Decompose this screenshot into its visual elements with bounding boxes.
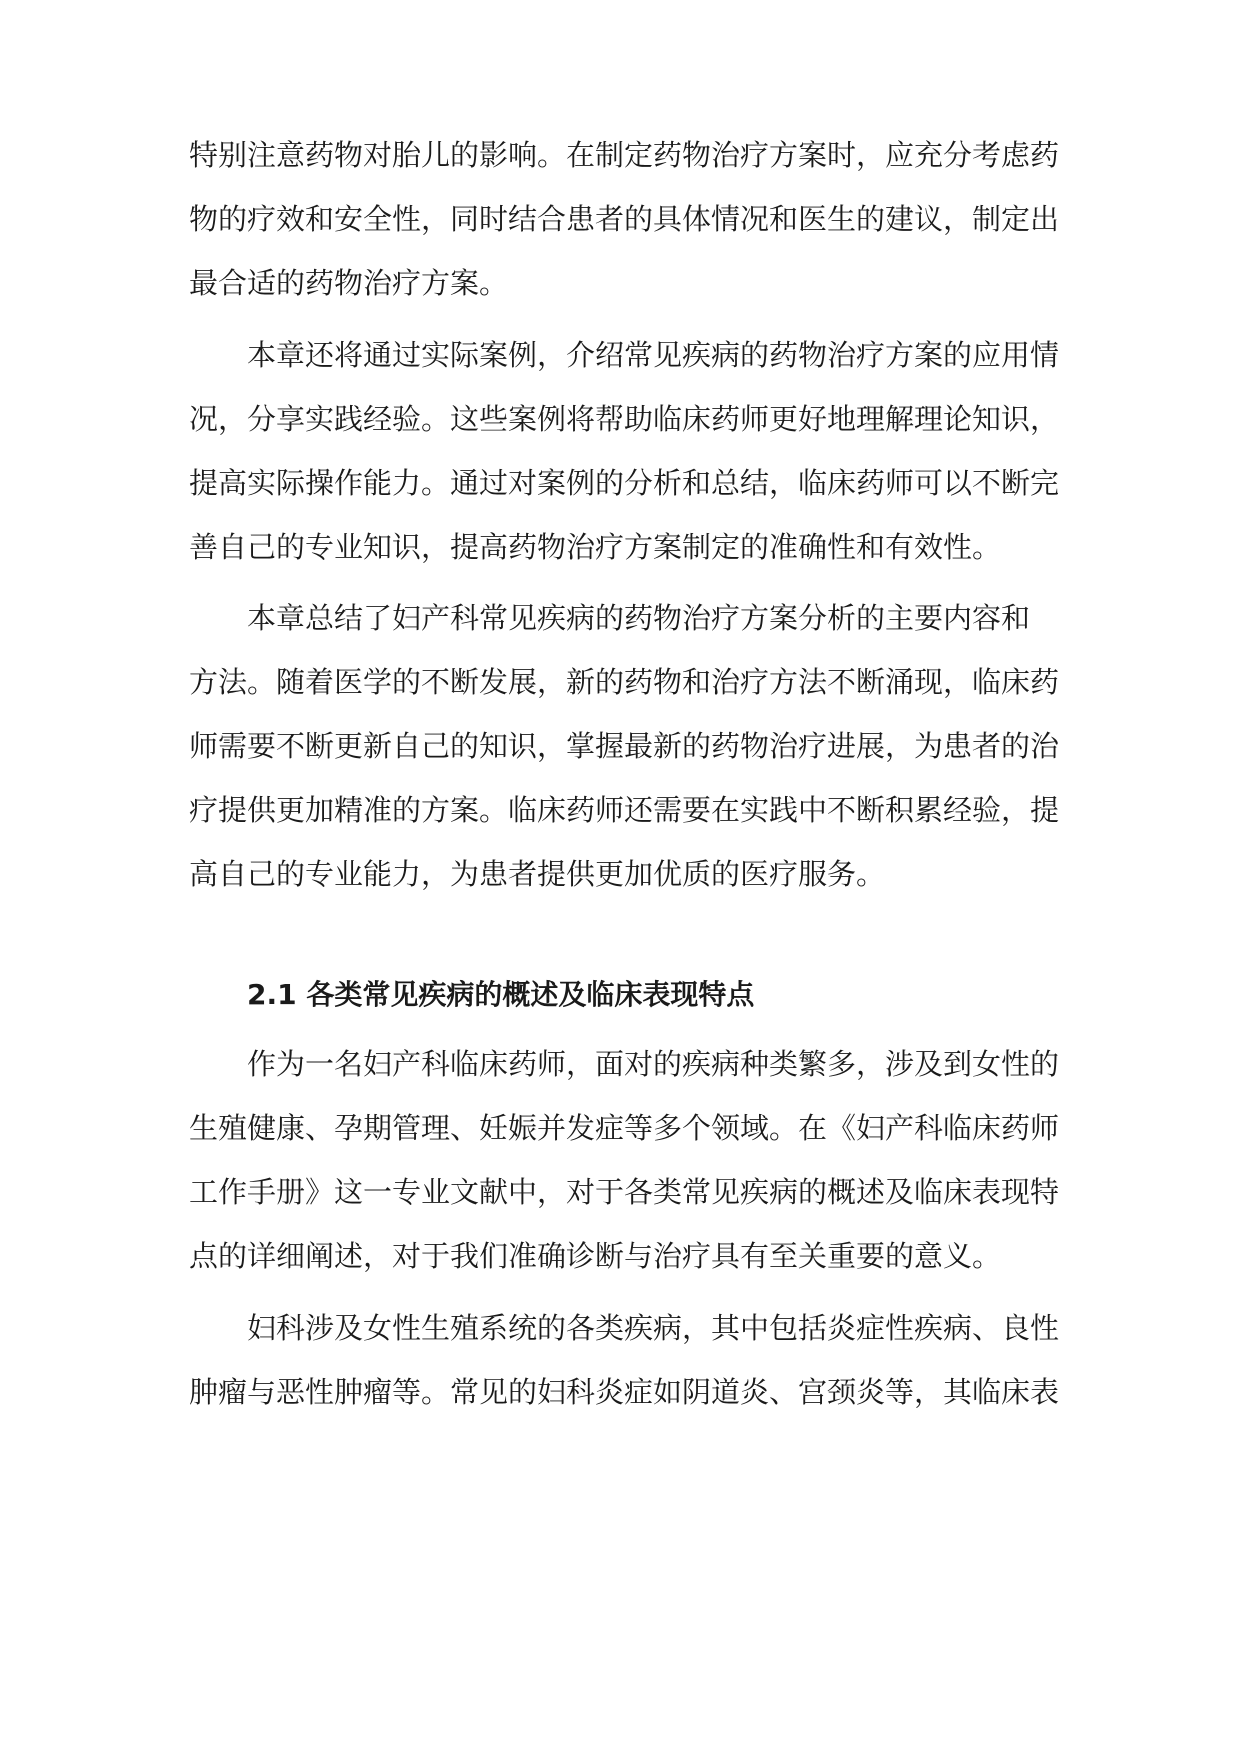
paragraph-line: 疗提供更加精准的方案。临床药师还需要在实践中不断积累经验，提 bbox=[189, 793, 1060, 827]
paragraph-line: 点的详细阐述，对于我们准确诊断与治疗具有至关重要的意义。 bbox=[189, 1239, 1002, 1273]
paragraph-line: 生殖健康、孕期管理、妊娠并发症等多个领域。在《妇产科临床药师 bbox=[189, 1111, 1060, 1145]
paragraph-line: 善自己的专业知识，提高药物治疗方案制定的准确性和有效性。 bbox=[189, 530, 1002, 564]
paragraph-line: 最合适的药物治疗方案。 bbox=[189, 266, 509, 300]
paragraph-line: 提高实际操作能力。通过对案例的分析和总结，临床药师可以不断完 bbox=[189, 466, 1060, 500]
paragraph-line: 物的疗效和安全性，同时结合患者的具体情况和医生的建议，制定出 bbox=[189, 202, 1060, 236]
paragraph-line: 作为一名妇产科临床药师，面对的疾病种类繁多，涉及到女性的 bbox=[247, 1047, 1060, 1081]
paragraph-line: 方法。随着医学的不断发展，新的药物和治疗方法不断涌现，临床药 bbox=[189, 665, 1060, 699]
paragraph-line: 工作手册》这一专业文献中，对于各类常见疾病的概述及临床表现特 bbox=[189, 1175, 1060, 1209]
paragraph-line: 特别注意药物对胎儿的影响。在制定药物治疗方案时，应充分考虑药 bbox=[189, 138, 1060, 172]
paragraph-line: 况，分享实践经验。这些案例将帮助临床药师更好地理解理论知识， bbox=[189, 402, 1060, 436]
paragraph-line: 本章还将通过实际案例，介绍常见疾病的药物治疗方案的应用情 bbox=[247, 338, 1060, 372]
paragraph-line: 肿瘤与恶性肿瘤等。常见的妇科炎症如阴道炎、宫颈炎等，其临床表 bbox=[189, 1375, 1060, 1409]
paragraph-line: 高自己的专业能力，为患者提供更加优质的医疗服务。 bbox=[189, 857, 886, 891]
paragraph-line: 本章总结了妇产科常见疾病的药物治疗方案分析的主要内容和 bbox=[247, 601, 1031, 635]
paragraph-line: 师需要不断更新自己的知识，掌握最新的药物治疗进展，为患者的治 bbox=[189, 729, 1060, 763]
paragraph-line: 妇科涉及女性生殖系统的各类疾病，其中包括炎症性疾病、良性 bbox=[247, 1311, 1060, 1345]
section-heading: 2.1 各类常见疾病的概述及临床表现特点 bbox=[247, 978, 755, 1011]
